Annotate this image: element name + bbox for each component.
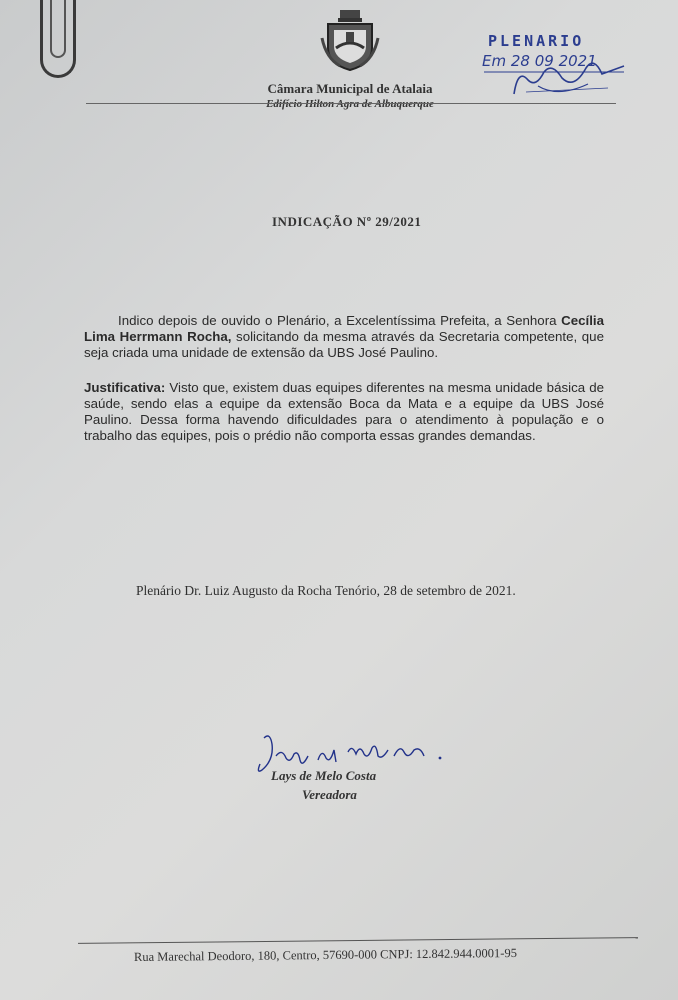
stamp-title: PLENARIO [488,32,585,50]
indication-paragraph [84,313,604,361]
signatory-name: Lays de Melo Costa [271,768,377,783]
municipal-crest-icon [318,8,382,72]
justification-paragraph [84,380,604,444]
closing-line: Plenário Dr. Luiz Augusto da Rocha Tenório, 28 de setembro de 2021. [136,583,516,598]
footer-divider [78,937,638,944]
plenario-stamp [478,28,628,108]
paper-clip-inner [50,0,66,58]
mayor-name: Cecília Lima Herrmann Rocha, [84,313,604,344]
justification-text: Visto que, existem duas equipes diferentes na mesma unidade básica de saúde, sendo elas a equipe da extensão Boca da Mata e a equipe da UBS José Paulino. Dessa forma havendo dificuldades para o atendimento à população e o trabalho das equipes, pois o prédio não comporta essas grandes demandas. [84,380,604,443]
stamp-date: Em 28 09 2021 [482,52,597,70]
paragraph-text-start: Indico depois de ouvido o Plenário, a Excelentíssima Prefeita, a Senhora [118,313,562,328]
justification-label: Justificativa: [84,380,166,395]
organization-building: Edifício Hilton Agra de Albuquerque [266,98,434,110]
footer-address: Rua Marechal Deodoro, 180, Centro, 57690-000 CNPJ: 12.842.944.0001-95 [133,945,518,965]
signatory-role: Vereadora [302,787,357,802]
letterhead [230,8,470,110]
paragraph-text-end: solicitando da mesma através da Secretaria competente, que seja criada uma unidade de extensão da UBS José Paulino. [84,329,604,360]
document-title: INDICAÇÃO Nº 29/2021 [272,214,422,229]
organization-name: Câmara Municipal de Atalaia [267,81,433,96]
